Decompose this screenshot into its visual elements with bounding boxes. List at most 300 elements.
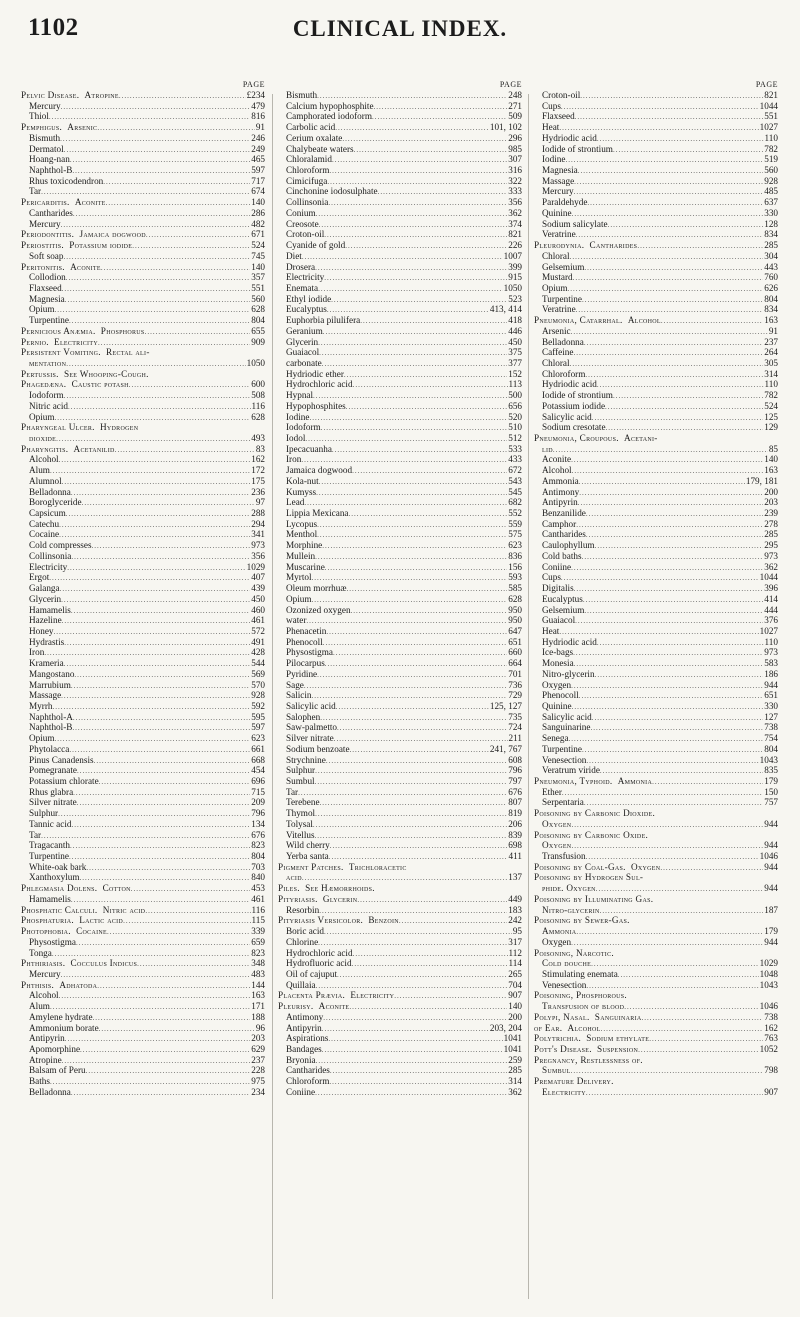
- heading-remedy: Glycerin: [322, 893, 358, 904]
- leader-dots: [312, 691, 508, 701]
- heading-line: [278, 862, 522, 873]
- page-ref: 259: [508, 1054, 522, 1065]
- page-ref: 512: [508, 433, 522, 443]
- page-ref: 110: [764, 132, 778, 143]
- page-ref: 407: [251, 572, 265, 583]
- index-term: Cerium oxalate: [286, 132, 343, 143]
- index-subentry: [278, 304, 522, 315]
- index-columns: [21, 80, 783, 1310]
- page-ref: 237: [764, 336, 778, 347]
- page-ref: 316: [508, 165, 522, 176]
- leader-dots: [649, 1034, 763, 1044]
- leader-dots: [329, 852, 508, 862]
- index-term: Turpentine: [542, 743, 582, 754]
- index-subentry: [278, 111, 522, 122]
- index-term: Bismuth: [29, 132, 61, 143]
- leader-dots: [586, 1088, 763, 1098]
- heading-word: Premature Delivery.: [534, 1076, 614, 1087]
- index-subentry: [21, 647, 265, 658]
- heading-remedy: Electricity: [54, 336, 98, 347]
- index-subentry: [534, 476, 778, 487]
- page-ref: 278: [764, 518, 778, 529]
- heading-line: [534, 1076, 778, 1087]
- leader-dots: [69, 316, 250, 326]
- index-term: Muscarine: [286, 561, 325, 572]
- index-term: Oxygen: [542, 840, 572, 851]
- index-term: Hydrochloric acid: [286, 379, 353, 390]
- index-subentry: [278, 186, 522, 197]
- leader-dots: [600, 906, 764, 916]
- leader-dots: [67, 563, 245, 573]
- index-heading-text: [21, 905, 145, 916]
- index-term: Hydrofluoric acid: [286, 958, 352, 969]
- leader-dots: [587, 198, 763, 208]
- leader-dots: [661, 316, 763, 326]
- leader-dots: [335, 123, 489, 133]
- index-term: Collinsonia: [29, 550, 72, 561]
- index-term: Mustard: [542, 272, 573, 283]
- leader-dots: [316, 1056, 508, 1066]
- index-subentry: [278, 755, 522, 766]
- leader-dots: [576, 305, 764, 315]
- leader-dots: [323, 327, 507, 337]
- page-ref: 745: [251, 250, 265, 261]
- index-subentry: [21, 133, 265, 144]
- heading-word: Photophobia.: [21, 926, 71, 937]
- leader-dots: [320, 713, 507, 723]
- page-ref: 305: [764, 357, 778, 368]
- index-subentry: [21, 390, 265, 401]
- index-heading: [534, 776, 778, 787]
- index-term: Conium: [286, 207, 316, 218]
- page-ref: 140: [508, 1001, 522, 1012]
- index-heading: [534, 315, 778, 326]
- leader-dots: [637, 241, 763, 251]
- index-subentry: [21, 626, 265, 637]
- page-header: [0, 14, 800, 54]
- leader-dots: [590, 723, 763, 733]
- index-term: Phenacetin: [286, 625, 327, 636]
- leader-dots: [352, 959, 508, 969]
- leader-dots: [320, 798, 508, 808]
- leader-dots: [576, 520, 763, 530]
- page-ref: 113: [508, 379, 522, 390]
- index-term: Tolysal: [286, 818, 313, 829]
- index-term: mentation: [29, 357, 67, 368]
- leader-dots: [613, 145, 763, 155]
- index-term: Cyanide of gold: [286, 240, 346, 251]
- index-subentry: [278, 669, 522, 680]
- page-ref: 114: [508, 958, 522, 969]
- index-heading: [21, 905, 265, 916]
- heading-word: Poisoning by Illuminating Gas.: [534, 893, 654, 904]
- index-subentry: [534, 583, 778, 594]
- page-ref: 175: [251, 475, 265, 486]
- index-term: Ethyl iodide: [286, 293, 332, 304]
- page-ref: 1044: [759, 572, 778, 583]
- page-ref: 796: [251, 808, 265, 819]
- index-subentry: [278, 369, 522, 380]
- heading-remedy: Potassium iodide: [69, 240, 133, 251]
- index-subentry: [21, 605, 265, 616]
- index-subentry: [278, 637, 522, 648]
- page-ref: 163: [764, 465, 778, 476]
- leader-dots: [71, 552, 250, 562]
- page-ref: 508: [251, 390, 265, 401]
- index-term: Drosera: [286, 261, 316, 272]
- heading-word: Poisoning, Narcotic.: [534, 947, 614, 958]
- index-subentry: [278, 980, 522, 991]
- page-ref: 116: [251, 400, 265, 411]
- index-subentry: [21, 840, 265, 851]
- index-term: Cantharides: [286, 1065, 330, 1076]
- leader-dots: [61, 595, 250, 605]
- heading-remedy: Cocaine: [76, 926, 108, 937]
- page-ref: 628: [251, 411, 265, 422]
- heading-remedy: Jamaica dogwood: [79, 229, 146, 240]
- index-subentry: [534, 208, 778, 219]
- page-ref: 807: [508, 797, 522, 808]
- index-term: Guaiacol: [542, 615, 576, 626]
- index-subentry: [21, 1044, 265, 1055]
- index-heading-text: [21, 262, 101, 273]
- index-subentry: [21, 251, 265, 262]
- leader-dots: [321, 423, 508, 433]
- index-subentry: [534, 165, 778, 176]
- index-term: Ipecacuanha: [286, 443, 332, 454]
- index-subentry: [278, 519, 522, 530]
- index-subentry: [278, 583, 522, 594]
- index-term: Antimony: [542, 486, 580, 497]
- leader-dots: [302, 252, 503, 262]
- leader-dots: [71, 606, 250, 616]
- leader-dots: [304, 498, 507, 508]
- leader-dots: [58, 809, 250, 819]
- index-subentry: [21, 765, 265, 776]
- index-term: Massage: [29, 690, 62, 701]
- page-ref: 628: [508, 593, 522, 604]
- index-subentry: [278, 797, 522, 808]
- leader-dots: [572, 466, 764, 476]
- index-subentry: [534, 605, 778, 616]
- index-term: Yerba santa: [286, 851, 329, 862]
- heading-word: Phlegmasia Dolens.: [21, 883, 98, 894]
- index-term: Cantharides: [29, 207, 73, 218]
- page-ref: 796: [508, 765, 522, 776]
- page-ref: 560: [251, 293, 265, 304]
- page-ref: 211: [508, 733, 522, 744]
- index-term: Iodoform: [286, 422, 321, 433]
- index-term: Phenocoll: [286, 636, 323, 647]
- heading-remedy: Adhatoda: [59, 979, 98, 990]
- index-term: water: [286, 615, 307, 626]
- leader-dots: [642, 1013, 764, 1023]
- index-subentry: [278, 948, 522, 959]
- index-subentry: [278, 1055, 522, 1066]
- index-heading-text: [21, 90, 119, 101]
- page-ref: 816: [251, 111, 265, 122]
- index-heading: [534, 862, 778, 873]
- page-ref: 973: [764, 550, 778, 561]
- heading-continuation: [534, 819, 778, 830]
- index-heading-text: [21, 422, 138, 433]
- index-subentry: [534, 733, 778, 744]
- page-ref: 91: [768, 325, 778, 336]
- index-subentry: [278, 358, 522, 369]
- index-term: Alcohol: [29, 990, 59, 1001]
- page-ref: 835: [764, 765, 778, 776]
- page-ref: 973: [251, 540, 265, 551]
- index-subentry: [21, 519, 265, 530]
- index-term: acid: [286, 872, 302, 883]
- page-ref: 228: [251, 1065, 265, 1076]
- index-heading: [21, 240, 265, 251]
- index-subentry: [278, 487, 522, 498]
- index-subentry: [278, 294, 522, 305]
- index-subentry: [534, 969, 778, 980]
- index-subentry: [278, 701, 522, 712]
- index-heading-multiline: [534, 433, 778, 454]
- page-ref: 249: [251, 143, 265, 154]
- index-heading-text: [278, 883, 375, 894]
- index-term: Tar: [29, 829, 42, 840]
- index-heading-text: [534, 894, 653, 905]
- heading-line: [534, 1055, 778, 1066]
- page-ref: 944: [764, 840, 778, 851]
- page-ref: 1029: [246, 561, 265, 572]
- leader-dots: [41, 831, 250, 841]
- heading-word: Poisoning by Carbonic Dioxide.: [534, 808, 656, 819]
- page-ref: 333: [508, 186, 522, 197]
- index-subentry: [534, 497, 778, 508]
- index-subentry: [21, 101, 265, 112]
- leader-dots: [302, 873, 507, 883]
- leader-dots: [80, 1045, 250, 1055]
- page-ref: 482: [251, 218, 265, 229]
- page-ref: 285: [508, 1065, 522, 1076]
- index-heading: [278, 883, 522, 894]
- index-heading-text: [21, 883, 131, 894]
- index-term: Phenocoll: [542, 690, 579, 701]
- index-subentry: [21, 412, 265, 423]
- index-heading: [534, 1044, 778, 1055]
- index-term: Kola-nut: [286, 475, 319, 486]
- leader-dots: [59, 991, 251, 1001]
- heading-remedy: Alcohol: [567, 1022, 601, 1033]
- page-ref: 821: [764, 90, 778, 100]
- index-heading: [21, 958, 265, 969]
- page-ref: 907: [508, 990, 522, 1001]
- leader-dots: [65, 1034, 250, 1044]
- index-subentry: [278, 969, 522, 980]
- index-subentry: [21, 294, 265, 305]
- index-term: Transfusion: [542, 851, 586, 862]
- leader-dots: [571, 563, 763, 573]
- leader-dots: [576, 230, 764, 240]
- leader-dots: [582, 745, 763, 755]
- page-ref: 156: [508, 561, 522, 572]
- page-ref: 1027: [759, 122, 778, 133]
- index-term: Lead: [286, 497, 305, 508]
- leader-dots: [652, 777, 763, 787]
- index-subentry: [534, 90, 778, 101]
- leader-dots: [586, 981, 758, 991]
- leader-dots: [331, 295, 507, 305]
- index-term: Turpentine: [29, 851, 69, 862]
- index-term: Bismuth: [286, 90, 318, 100]
- page-ref: 110: [764, 636, 778, 647]
- index-term: Thymol: [286, 808, 316, 819]
- leader-dots: [568, 284, 764, 294]
- page-ref: 203: [764, 497, 778, 508]
- leader-dots: [315, 263, 507, 273]
- leader-dots: [553, 445, 768, 455]
- index-term: Turpentine: [542, 293, 582, 304]
- page-ref: 804: [764, 743, 778, 754]
- index-subentry: [534, 690, 778, 701]
- page-ref: 626: [764, 282, 778, 293]
- page-ref: 241, 767: [489, 743, 522, 754]
- page-ref: 163: [251, 990, 265, 1001]
- index-heading-text: [534, 862, 660, 873]
- index-term: Cantharides: [542, 529, 586, 540]
- index-term: Calcium hypophosphite: [286, 100, 374, 111]
- heading-remedy: Cantharides: [589, 240, 638, 251]
- page-ref: 834: [764, 229, 778, 240]
- page-ref: 715: [251, 786, 265, 797]
- leader-dots: [312, 573, 508, 583]
- leader-dots: [86, 1066, 251, 1076]
- index-subentry: [21, 562, 265, 573]
- page-ref: 375: [508, 347, 522, 358]
- index-subentry: [21, 722, 265, 733]
- index-subentry: [278, 272, 522, 283]
- index-subentry: [534, 186, 778, 197]
- index-term: Galanga: [29, 583, 60, 594]
- page-ref: 583: [764, 658, 778, 669]
- leader-dots: [98, 338, 250, 348]
- index-term: Alumnol: [29, 475, 62, 486]
- heading-word: Persistent Vomiting.: [21, 347, 101, 358]
- page-ref: 975: [251, 1076, 265, 1087]
- index-subentry: [534, 154, 778, 165]
- index-term: Cold compresses: [29, 540, 92, 551]
- index-subentry: [278, 379, 522, 390]
- heading-line: [534, 808, 778, 819]
- index-subentry: [278, 1044, 522, 1055]
- page-ref: 724: [508, 722, 522, 733]
- page-ref: 656: [508, 400, 522, 411]
- leader-dots: [559, 627, 758, 637]
- heading-remedy: Electricity: [350, 990, 395, 1001]
- page-ref: 523: [508, 293, 522, 304]
- page-ref: 510: [508, 422, 522, 433]
- heading-remedy: Suspension: [597, 1043, 639, 1054]
- index-term: Dermatol: [29, 143, 64, 154]
- leader-dots: [561, 102, 759, 112]
- page-ref: 171: [251, 1001, 265, 1012]
- page-ref: 560: [764, 165, 778, 176]
- index-term: Chloralamid: [286, 154, 332, 165]
- index-subentry: [534, 851, 778, 862]
- index-subentry: [278, 326, 522, 337]
- page-ref: 628: [251, 304, 265, 315]
- leader-dots: [306, 616, 507, 626]
- index-subentry: [278, 176, 522, 187]
- page-ref: 140: [251, 197, 265, 208]
- page-ref: 449: [508, 893, 522, 904]
- index-term: Baths: [29, 1076, 50, 1087]
- leader-dots: [591, 959, 759, 969]
- index-term: Atropine: [29, 1054, 62, 1065]
- leader-dots: [66, 273, 250, 283]
- leader-dots: [559, 123, 758, 133]
- index-subentry: [21, 208, 265, 219]
- page-ref: 186: [764, 668, 778, 679]
- leader-dots: [64, 659, 251, 669]
- leader-dots: [92, 541, 251, 551]
- leader-dots: [351, 606, 508, 616]
- leader-dots: [315, 777, 508, 787]
- index-subentry: [278, 905, 522, 916]
- heading-word: Pericarditis.: [21, 197, 70, 208]
- index-heading: [21, 369, 265, 380]
- index-term: Oxygen: [542, 679, 572, 690]
- index-subentry: [21, 144, 265, 155]
- index-term: Sage: [286, 679, 304, 690]
- leader-dots: [103, 177, 250, 187]
- heading-remedy: Sanguinaria: [594, 1011, 642, 1022]
- page-ref: £234: [246, 90, 265, 100]
- index-subentry: [534, 722, 778, 733]
- page-ref: 411: [508, 851, 522, 862]
- index-term: Antipyrin: [542, 497, 578, 508]
- index-subentry: [21, 937, 265, 948]
- heading-word: Polytrichia.: [534, 1033, 582, 1044]
- page-ref: 804: [251, 315, 265, 326]
- index-term: Senega: [542, 733, 569, 744]
- index-subentry: [534, 626, 778, 637]
- index-term: Salicin: [286, 690, 312, 701]
- index-term: Jamaica dogwood: [286, 465, 353, 476]
- index-term: Carbolic acid: [286, 122, 336, 133]
- heading-word: Phosphaturia.: [21, 915, 74, 926]
- index-term: Chloroform: [286, 165, 330, 176]
- index-subentry: [21, 529, 265, 540]
- page-ref: 314: [508, 1076, 522, 1087]
- leader-dots: [330, 1066, 507, 1076]
- index-subentry: [278, 1012, 522, 1023]
- page-ref: 623: [508, 540, 522, 551]
- page-ref: 674: [251, 186, 265, 197]
- page-ref: 637: [764, 197, 778, 208]
- index-subentry: [21, 830, 265, 841]
- index-subentry: [534, 669, 778, 680]
- index-heading-text: [21, 915, 123, 926]
- index-term: Sodium salicylate: [542, 218, 608, 229]
- index-subentry: [278, 808, 522, 819]
- page-ref: 585: [508, 583, 522, 594]
- leader-dots: [55, 413, 251, 423]
- index-term: Hydriodic ether: [286, 368, 344, 379]
- index-subentry: [534, 401, 778, 412]
- index-term: Mercury: [29, 100, 61, 111]
- leader-dots: [49, 112, 250, 122]
- index-heading: [278, 915, 522, 926]
- index-subentry: [534, 562, 778, 573]
- leader-dots: [328, 1034, 502, 1044]
- index-heading-text: [21, 229, 146, 240]
